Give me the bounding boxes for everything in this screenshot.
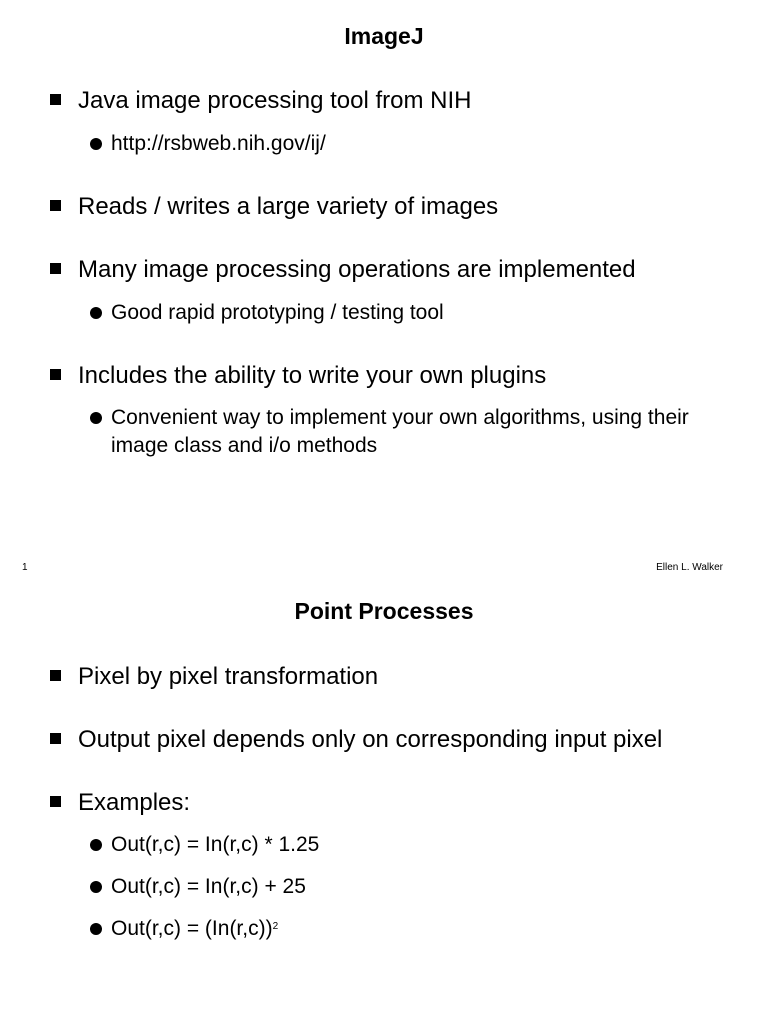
- sub-bullet-item: Good rapid prototyping / testing tool: [111, 301, 444, 324]
- slide-title: ImageJ: [344, 23, 424, 49]
- square-bullet-icon: [50, 670, 61, 681]
- sub-bullet-item: Out(r,c) = In(r,c) + 25: [111, 875, 306, 898]
- square-bullet-icon: [50, 369, 61, 380]
- bullet-item: Output pixel depends only on corresponding input pixel: [78, 726, 663, 753]
- sub-bullet-item: Out(r,c) = In(r,c) * 1.25: [111, 833, 320, 856]
- bullet-item: Examples:: [78, 789, 191, 816]
- round-bullet-icon: [90, 138, 102, 150]
- bullet-item: Pixel by pixel transformation: [78, 663, 379, 690]
- sub-bullet-item: Convenient way to implement your own algorithms, using their image class and i/o methods: [111, 406, 689, 457]
- square-bullet-icon: [50, 94, 61, 105]
- round-bullet-icon: [90, 839, 102, 851]
- square-bullet-icon: [50, 733, 61, 744]
- bullet-item: Many image processing operations are implemented: [78, 256, 636, 283]
- bullet-item: Includes the ability to write your own plugins: [78, 362, 547, 389]
- sub-bullet-item: [111, 915, 731, 943]
- round-bullet-icon: [90, 881, 102, 893]
- round-bullet-icon: [90, 307, 102, 319]
- page-number: 1: [22, 562, 28, 573]
- formula-text: Out(r,c) = (In(r,c)): [111, 917, 273, 940]
- square-bullet-icon: [50, 796, 61, 807]
- author-name: Ellen L. Walker: [656, 562, 723, 573]
- bullet-item: Java image processing tool from NIH: [78, 87, 472, 114]
- slide-2: [0, 576, 768, 1024]
- square-bullet-icon: [50, 200, 61, 211]
- square-bullet-icon: [50, 263, 61, 274]
- round-bullet-icon: [90, 923, 102, 935]
- sub-bullet-item: http://rsbweb.nih.gov/ij/: [111, 132, 326, 155]
- slide-title: Point Processes: [294, 598, 474, 624]
- superscript: 2: [272, 921, 279, 932]
- bullet-item: Reads / writes a large variety of images: [78, 193, 499, 220]
- round-bullet-icon: [90, 412, 102, 424]
